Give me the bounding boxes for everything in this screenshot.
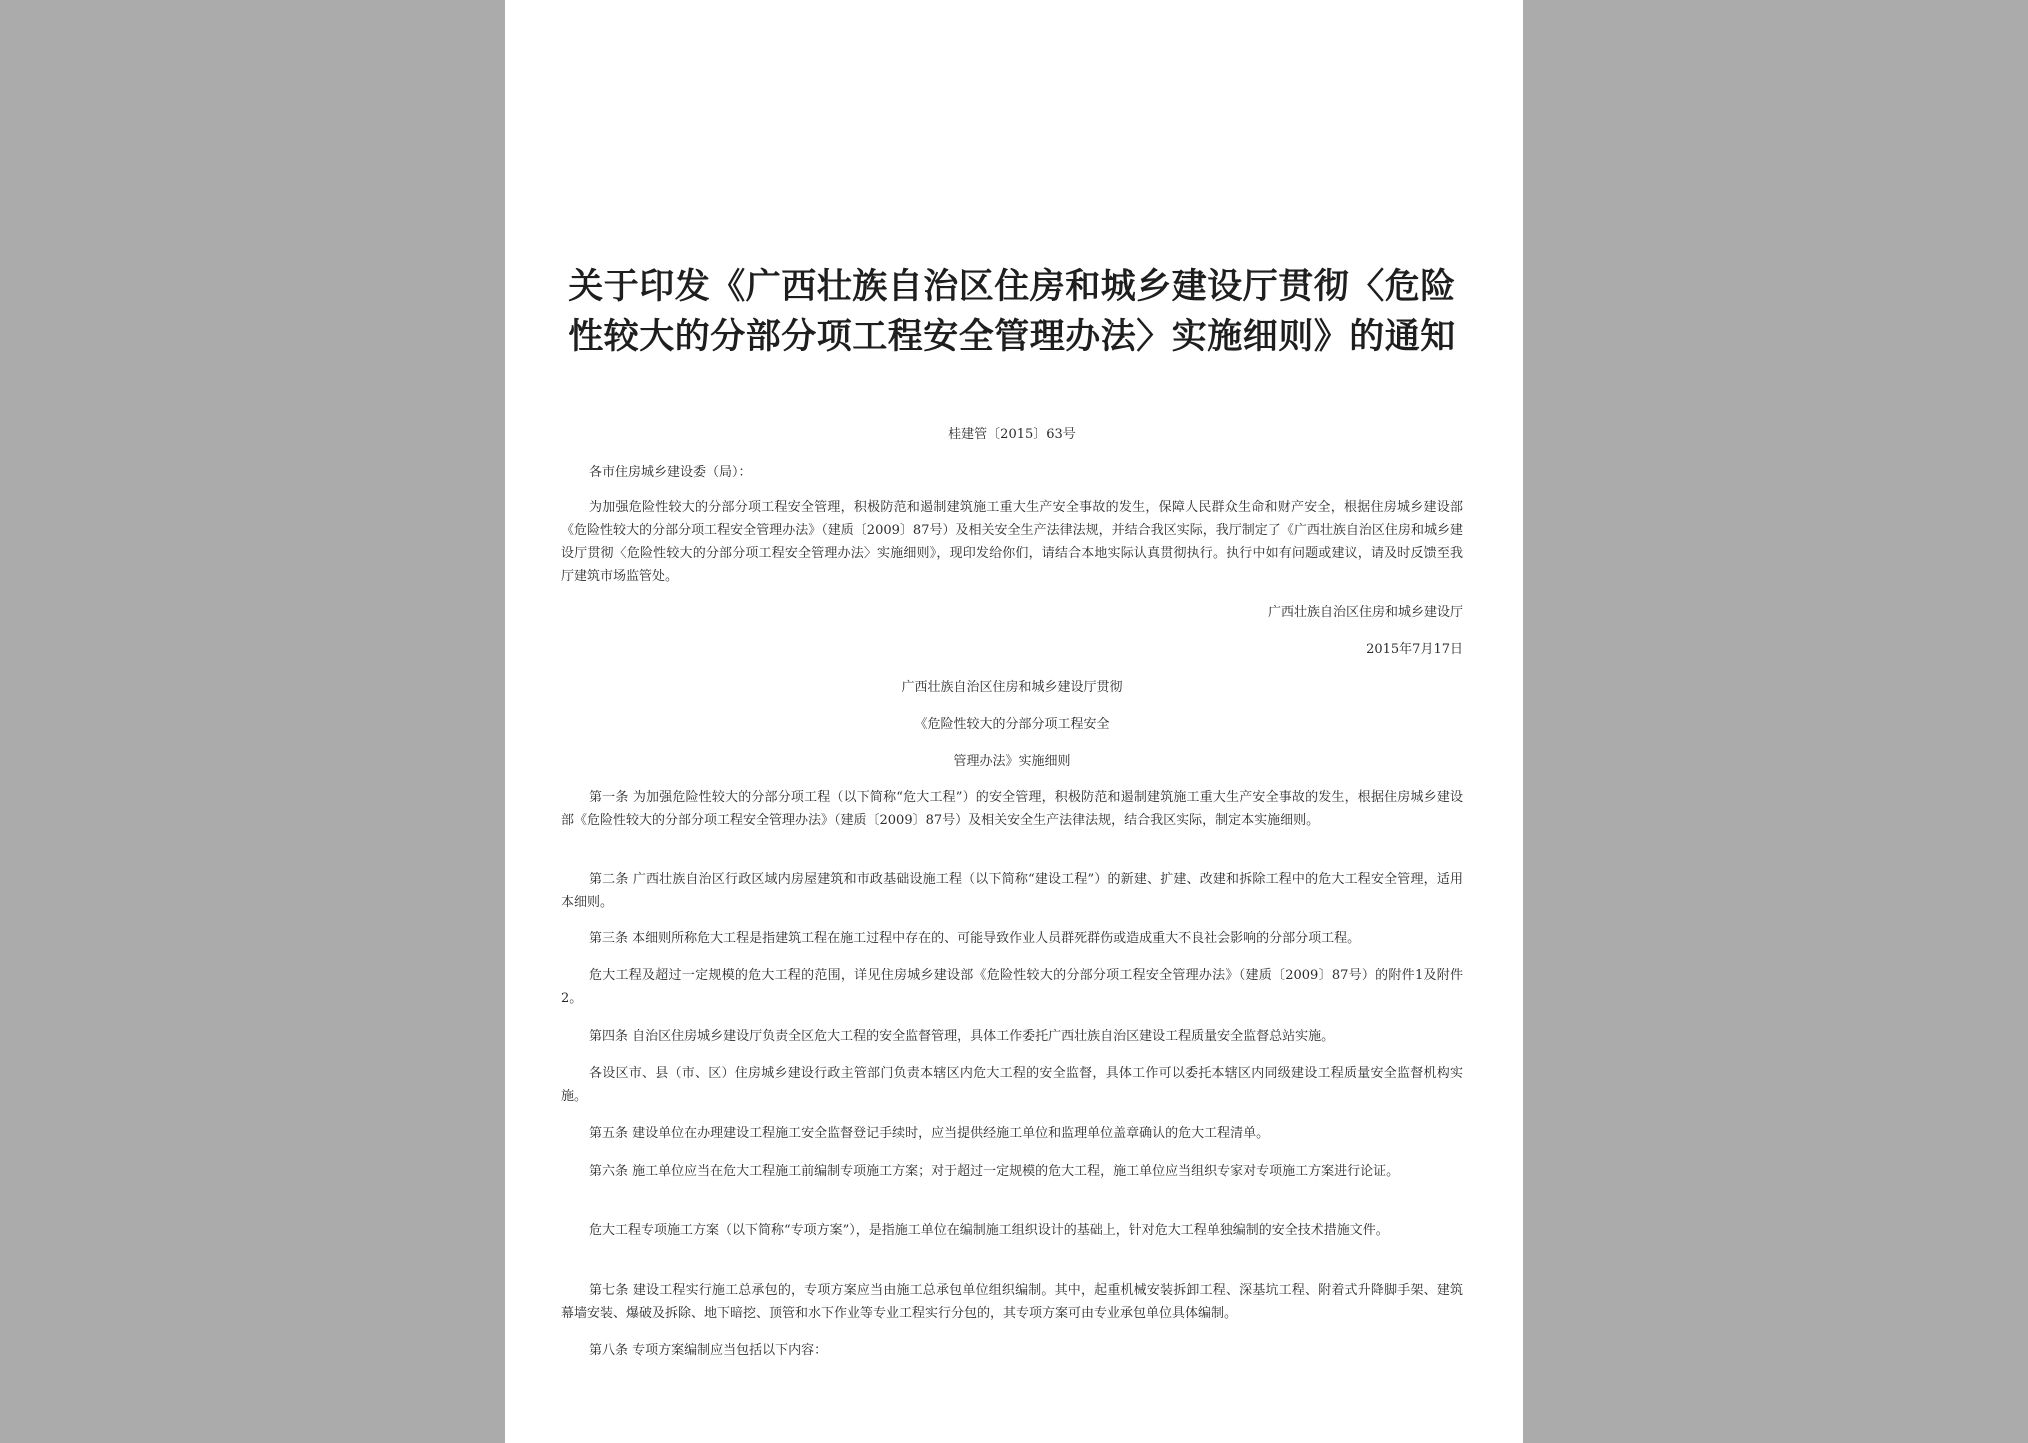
document-page <box>505 0 1523 1443</box>
rules-title-line-2: 《危险性较大的分部分项工程安全 <box>914 717 1110 732</box>
article-4: 第四条 自治区住房城乡建设厅负责全区危大工程的安全监督管理，具体工作委托广西壮族自治区建设工程质量安全监督总站实施。 <box>589 1029 1335 1044</box>
issuer: 广西壮族自治区住房和城乡建设厅 <box>1267 605 1463 620</box>
rules-title-line-1: 广西壮族自治区住房和城乡建设厅贯彻 <box>901 680 1123 695</box>
document-title: 关于印发《广西壮族自治区住房和城乡建设厅贯彻〈危险性较大的分部分项工程安全管理办法〉实施细则》的通知 <box>568 266 1456 357</box>
intro-paragraph: 为加强危险性较大的分部分项工程安全管理，积极防范和遏制建筑施工重大生产安全事故的发生，保障人民群众生命和财产安全，根据住房城乡建设部《危险性较大的分部分项工程安全管理办法》（建质〔2009〕87号）及相关安全生产法律法规，并结合我区实际，我厅制定了《广西壮族自治区住房和城乡建设厅贯彻〈危险性较大的分部分项工程安全管理办法〉实施细则》，现印发给你们，请结合本地实际认真贯彻执行。执行中如有问题或建议，请及时反馈至我厅建筑市场监管处。 <box>561 500 1463 584</box>
article-8: 第八条 专项方案编制应当包括以下内容： <box>589 1343 828 1358</box>
article-5: 第五条 建设单位在办理建设工程施工安全监督登记手续时，应当提供经施工单位和监理单位盖章确认的危大工程清单。 <box>589 1126 1270 1141</box>
article-1: 第一条 为加强危险性较大的分部分项工程（以下简称“危大工程”）的安全管理，积极防范和遏制建筑施工重大生产安全事故的发生，根据住房城乡建设部《危险性较大的分部分项工程安全管理办法》（建质〔2009〕87号）及相关安全生产法律法规，结合我区实际，制定本实施细则。 <box>561 790 1463 828</box>
article-7: 第七条 建设工程实行施工总承包的，专项方案应当由施工总承包单位组织编制。其中，起重机械安装拆卸工程、深基坑工程、附着式升降脚手架、建筑幕墙安装、爆破及拆除、地下暗挖、顶管和水下作业等专业工程实行分包的，其专项方案可由专业承包单位具体编制。 <box>561 1283 1463 1321</box>
salutation: 各市住房城乡建设委（局）： <box>589 465 752 480</box>
article-3: 第三条 本细则所称危大工程是指建筑工程在施工过程中存在的、可能导致作业人员群死群伤或造成重大不良社会影响的分部分项工程。 <box>589 931 1361 946</box>
article-4-paragraph-2: 各设区市、县（市、区）住房城乡建设行政主管部门负责本辖区内危大工程的安全监督，具体工作可以委托本辖区内同级建设工程质量安全监督机构实施。 <box>561 1066 1463 1104</box>
article-6-paragraph-2: 危大工程专项施工方案（以下简称“专项方案”），是指施工单位在编制施工组织设计的基础上，针对危大工程单独编制的安全技术措施文件。 <box>589 1223 1389 1238</box>
article-3-paragraph-2: 危大工程及超过一定规模的危大工程的范围，详见住房城乡建设部《危险性较大的分部分项工程安全管理办法》（建质〔2009〕87号）的附件1及附件2。 <box>561 968 1463 1006</box>
rules-title-line-3: 管理办法》实施细则 <box>953 754 1071 769</box>
article-6: 第六条 施工单位应当在危大工程施工前编制专项施工方案；对于超过一定规模的危大工程，施工单位应当组织专家对专项施工方案进行论证。 <box>589 1164 1400 1179</box>
document-number: 桂建管〔2015〕63号 <box>948 427 1076 442</box>
article-2: 第二条 广西壮族自治区行政区域内房屋建筑和市政基础设施工程（以下简称“建设工程”）的新建、扩建、改建和拆除工程中的危大工程安全管理，适用本细则。 <box>561 872 1463 910</box>
issue-date: 2015年7月17日 <box>1366 642 1463 657</box>
